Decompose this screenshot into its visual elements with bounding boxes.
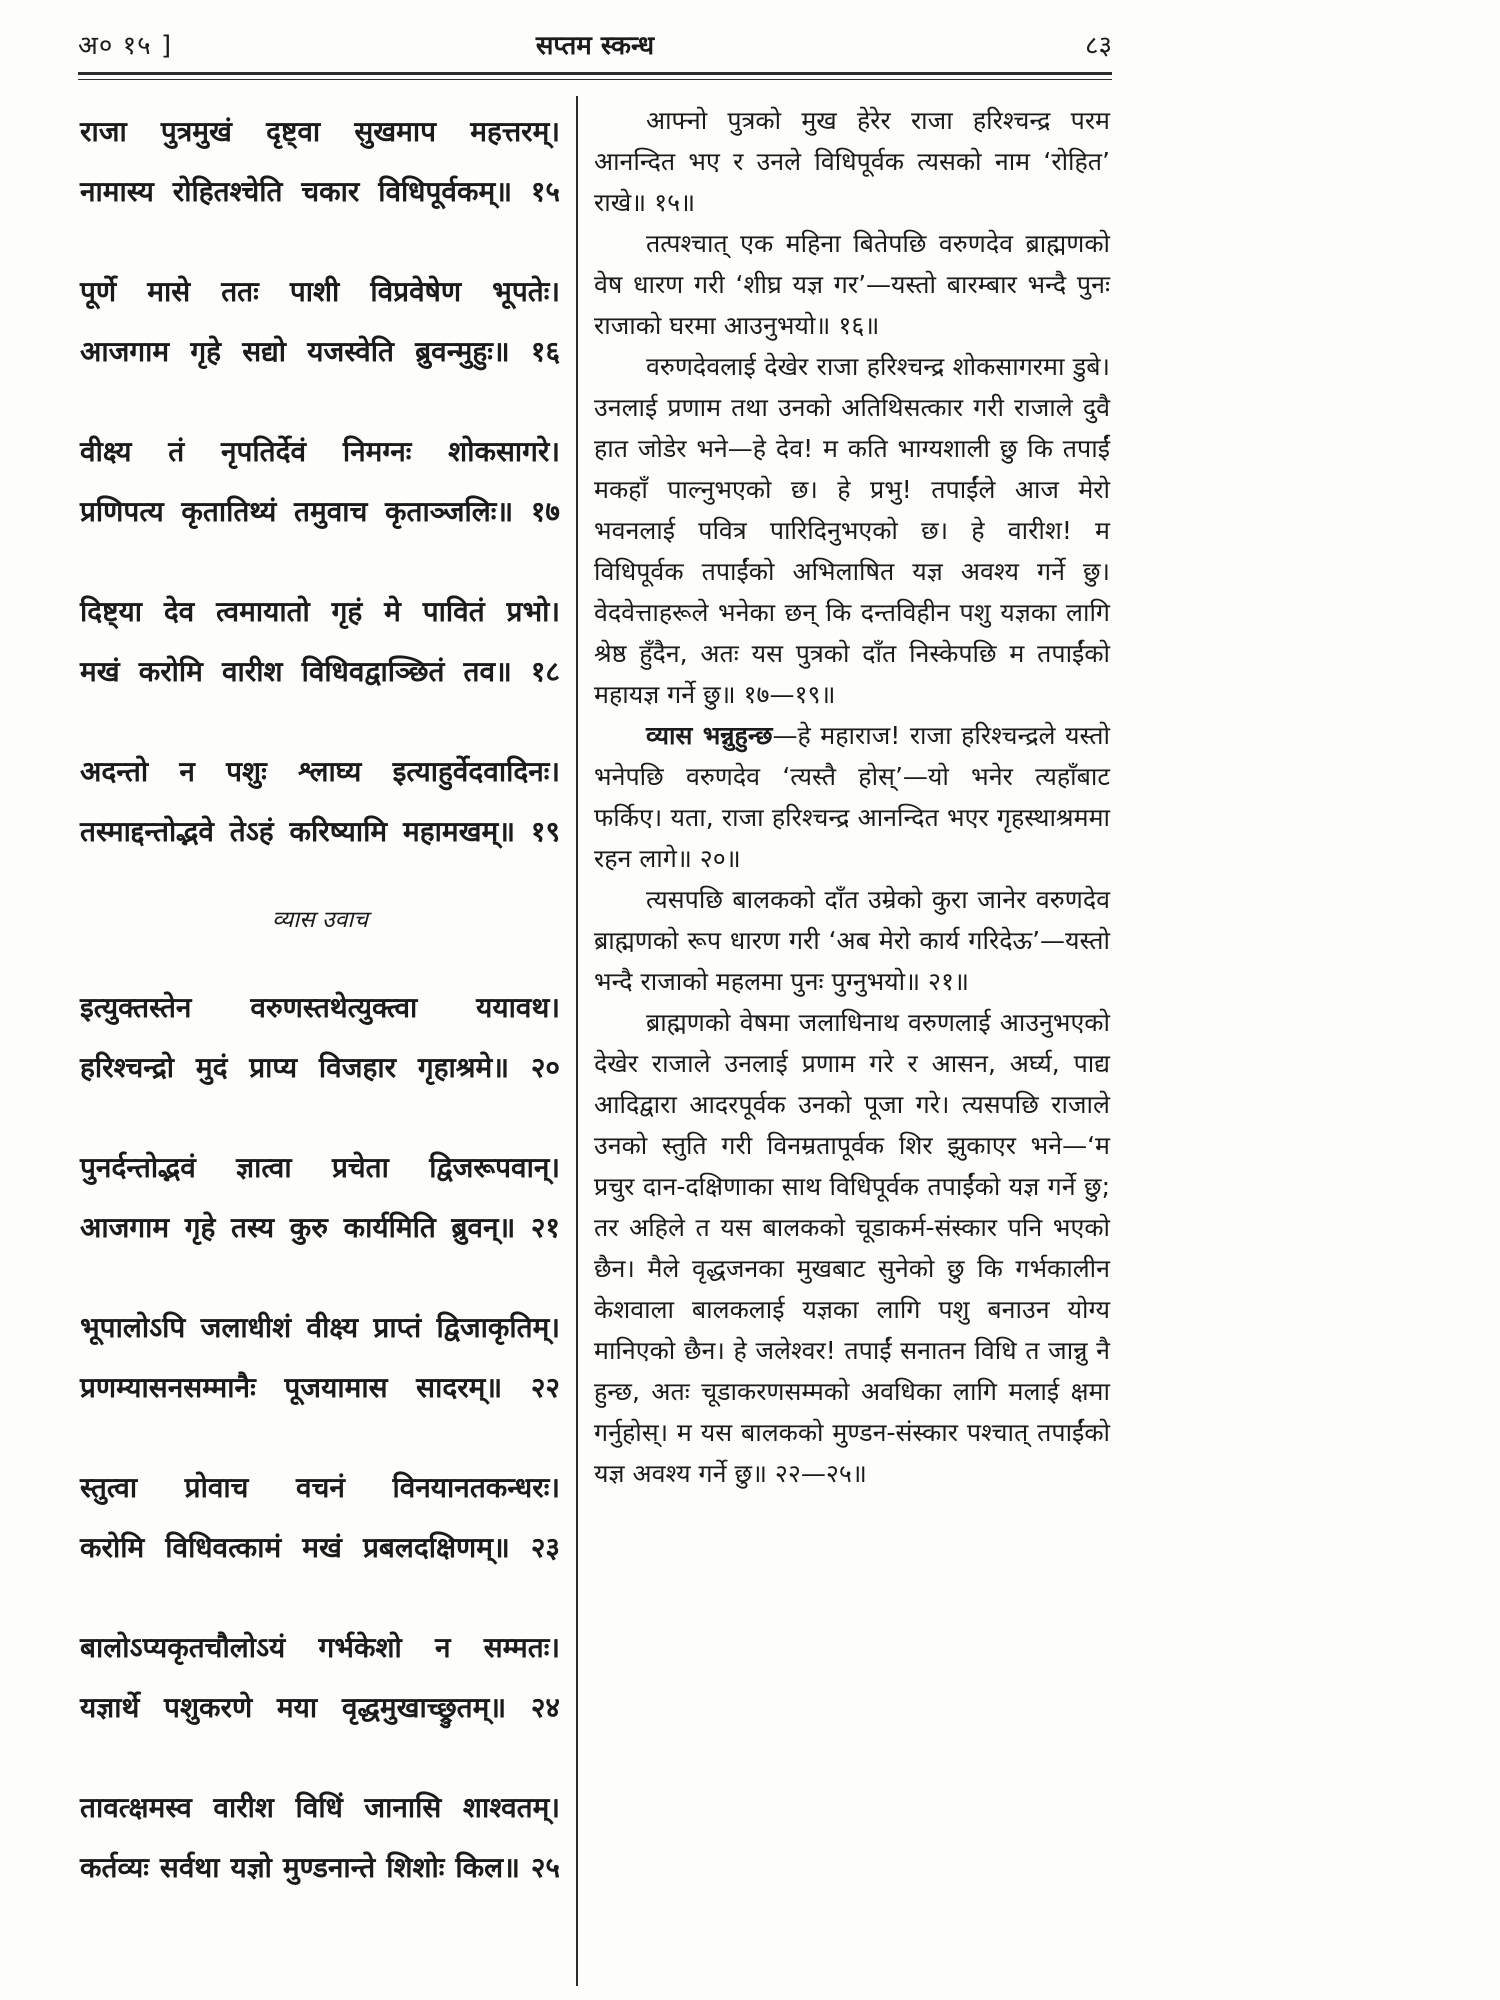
verse-22: [80, 1298, 560, 1418]
verse-15: [80, 102, 560, 222]
verse-line: अदन्तो न पशुः श्लाघ्य इत्याहुर्वेदवादिनः।: [80, 755, 560, 788]
verse-line: नामास्य रोहितश्चेति चकार विधिपूर्वकम्॥ १५: [80, 175, 560, 208]
speaker-lead: व्यास भन्नुहुन्छ: [646, 721, 773, 750]
verse-line: पुनर्दन्तोद्भवं ज्ञात्वा प्रचेता द्विजरूपवान्।: [80, 1151, 560, 1184]
verse-line: प्रणम्यासनसम्मानैः पूजयामास सादरम्॥ २२: [80, 1371, 560, 1404]
verse-line: प्रणिपत्य कृतातिथ्यं तमुवाच कृताञ्जलिः॥ १७: [80, 495, 560, 528]
verse-line: भूपालोऽपि जलाधीशं वीक्ष्य प्राप्तं द्विजाकृतिम्।: [80, 1311, 560, 1344]
page-title: सप्तम स्कन्ध: [535, 31, 655, 61]
verse-25: [80, 1778, 560, 1898]
commentary-paragraph: आफ्नो पुत्रको मुख हेरेर राजा हरिश्चन्द्र परम आनन्दित भए र उनले विधिपूर्वक त्यसको नाम ‘रोहित’ राखे॥ १५॥: [594, 106, 1110, 217]
verse-line: करोमि विधिवत्कामं मखं प्रबलदक्षिणम्॥ २३: [80, 1531, 560, 1564]
verse-line: दिष्ट्या देव त्वमायातो गृहं मे पावितं प्रभो।: [80, 595, 560, 628]
verse-line: राजा पुत्रमुखं दृष्ट्वा सुखमाप महत्तरम्।: [80, 115, 560, 148]
verse-line: हरिश्चन्द्रो मुदं प्राप्य विजहार गृहाश्रमे॥ २०: [80, 1051, 560, 1084]
verse-line: आजगाम गृहे तस्य कुरु कार्यमिति ब्रुवन्॥ २१: [80, 1211, 560, 1244]
commentary-paragraph: त्यसपछि बालकको दाँत उम्रेको कुरा जानेर वरुणदेव ब्राह्मणको रूप धारण गरी ‘अब मेरो कार्य गरिदेऊ’—यस्तो भन्दै राजाको महलमा पुनः पुग्नुभयो॥ २१॥: [594, 885, 1110, 996]
two-column-body: [78, 96, 1112, 1986]
verse-21: [80, 1138, 560, 1258]
header-rule: [78, 72, 1112, 80]
verse-line: वीक्ष्य तं नृपतिर्देवं निमग्नः शोकसागरे।: [80, 435, 560, 468]
verse-line: आजगाम गृहे सद्यो यजस्वेति ब्रुवन्मुहुः॥ १६: [80, 335, 560, 368]
verse-line: पूर्णे मासे ततः पाशी विप्रवेषेण भूपतेः।: [80, 275, 560, 308]
chapter-reference: अ० १५ ]: [78, 31, 173, 61]
commentary-paragraph: तत्पश्चात् एक महिना बितेपछि वरुणदेव ब्राह्मणको वेष धारण गरी ‘शीघ्र यज्ञ गर’—यस्तो बारम्बार भन्दै पुनः राजाको घरमा आउनुभयो॥ १६॥: [594, 229, 1110, 340]
verse-16: [80, 262, 560, 382]
verse-line: स्तुत्वा प्रोवाच वचनं विनयानतकन्धरः।: [80, 1471, 560, 1504]
commentary-paragraph: वरुणदेवलाई देखेर राजा हरिश्चन्द्र शोकसागरमा डुबे। उनलाई प्रणाम तथा उनको अतिथिसत्कार गरी राजाले दुवै हात जोडेर भने—हे देव! म कति भाग्यशाली छु कि तपाईं मकहाँ पाल्नुभएको छ। हे प्रभु! तपाईंले आज मेरो भवनलाई पवित्र पारिदिनुभएको छ। हे वारीश! म विधिपूर्वक तपाईंको अभिलाषित यज्ञ अवश्य गर्ने छु। वेदवेत्ताहरूले भनेका छन् कि दन्तविहीन पशु यज्ञका लागि श्रेष्ठ हुँदैन, अतः यस पुत्रको दाँत निस्केपछि म तपाईंको महायज्ञ गर्ने छु॥ १७—१९॥: [594, 352, 1110, 709]
page-header: [78, 26, 1112, 68]
sanskrit-verse-column: [78, 96, 576, 1986]
verse-line: तावत्क्षमस्व वारीश विधिं जानासि शाश्वतम्।: [80, 1791, 560, 1824]
page-content: [78, 26, 1112, 1986]
verse-17: [80, 422, 560, 542]
verse-line: कर्तव्यः सर्वथा यज्ञो मुण्डनान्ते शिशोः किल॥ २५: [80, 1851, 560, 1884]
nepali-commentary-column: [578, 96, 1112, 1986]
verse-line: बालोऽप्यकृतचौलोऽयं गर्भकेशो न सम्मतः।: [80, 1631, 560, 1664]
verse-line: तस्माद्दन्तोद्भवे तेऽहं करिष्यामि महामखम्॥ १९: [80, 815, 560, 848]
verse-19: [80, 742, 560, 862]
verse-line: यज्ञार्थे पशुकरणे मया वृद्धमुखाच्छ्रुतम्॥ २४: [80, 1691, 560, 1724]
verse-23: [80, 1458, 560, 1578]
speaker-heading: व्यास उवाच: [272, 907, 368, 933]
verse-24: [80, 1618, 560, 1738]
commentary-paragraph: [594, 715, 1110, 879]
verse-line: मखं करोमि वारीश विधिवद्वाञ्छितं तव॥ १८: [80, 655, 560, 688]
commentary-paragraph: ब्राह्मणको वेषमा जलाधिनाथ वरुणलाई आउनुभएको देखेर राजाले उनलाई प्रणाम गरे र आसन, अर्घ्य, पाद्य आदिद्वारा आदरपूर्वक उनको पूजा गरे। त्यसपछि राजाले उनको स्तुति गरी विनम्रतापूर्वक शिर झुकाएर भने—‘म प्रचुर दान-दक्षिणाका साथ विधिपूर्वक तपाईंको यज्ञ गर्ने छु; तर अहिले त यस बालकको चूडाकर्म-संस्कार पनि भएको छैन। मैले वृद्धजनका मुखबाट सुनेको छु कि गर्भकालीन केशवाला बालकलाई यज्ञका लागि पशु बनाउन योग्य मानिएको छैन। हे जलेश्वर! तपाईं सनातन विधि त जान्नु नै हुन्छ, अतः चूडाकरणसम्मको अवधिका लागि मलाई क्षमा गर्नुहोस्। म यस बालकको मुण्डन-संस्कार पश्चात् तपाईंको यज्ञ अवश्य गर्ने छु॥ २२—२५॥: [594, 1008, 1110, 1488]
page-number: ८३: [1084, 31, 1112, 61]
verse-18: [80, 582, 560, 702]
verse-20: [80, 978, 560, 1098]
verse-line: इत्युक्तस्तेन वरुणस्तथेत्युक्त्वा ययावथ।: [80, 991, 560, 1024]
commentary-text: —हे महाराज! राजा हरिश्चन्द्रले यस्तो भनेपछि वरुणदेव ‘त्यस्तै होस्’—यो भनेर त्यहाँबाट फर्किए। यता, राजा हरिश्चन्द्र आनन्दित भएर गृहस्थाश्रममा रहन लागे॥ २०॥: [594, 721, 1110, 873]
